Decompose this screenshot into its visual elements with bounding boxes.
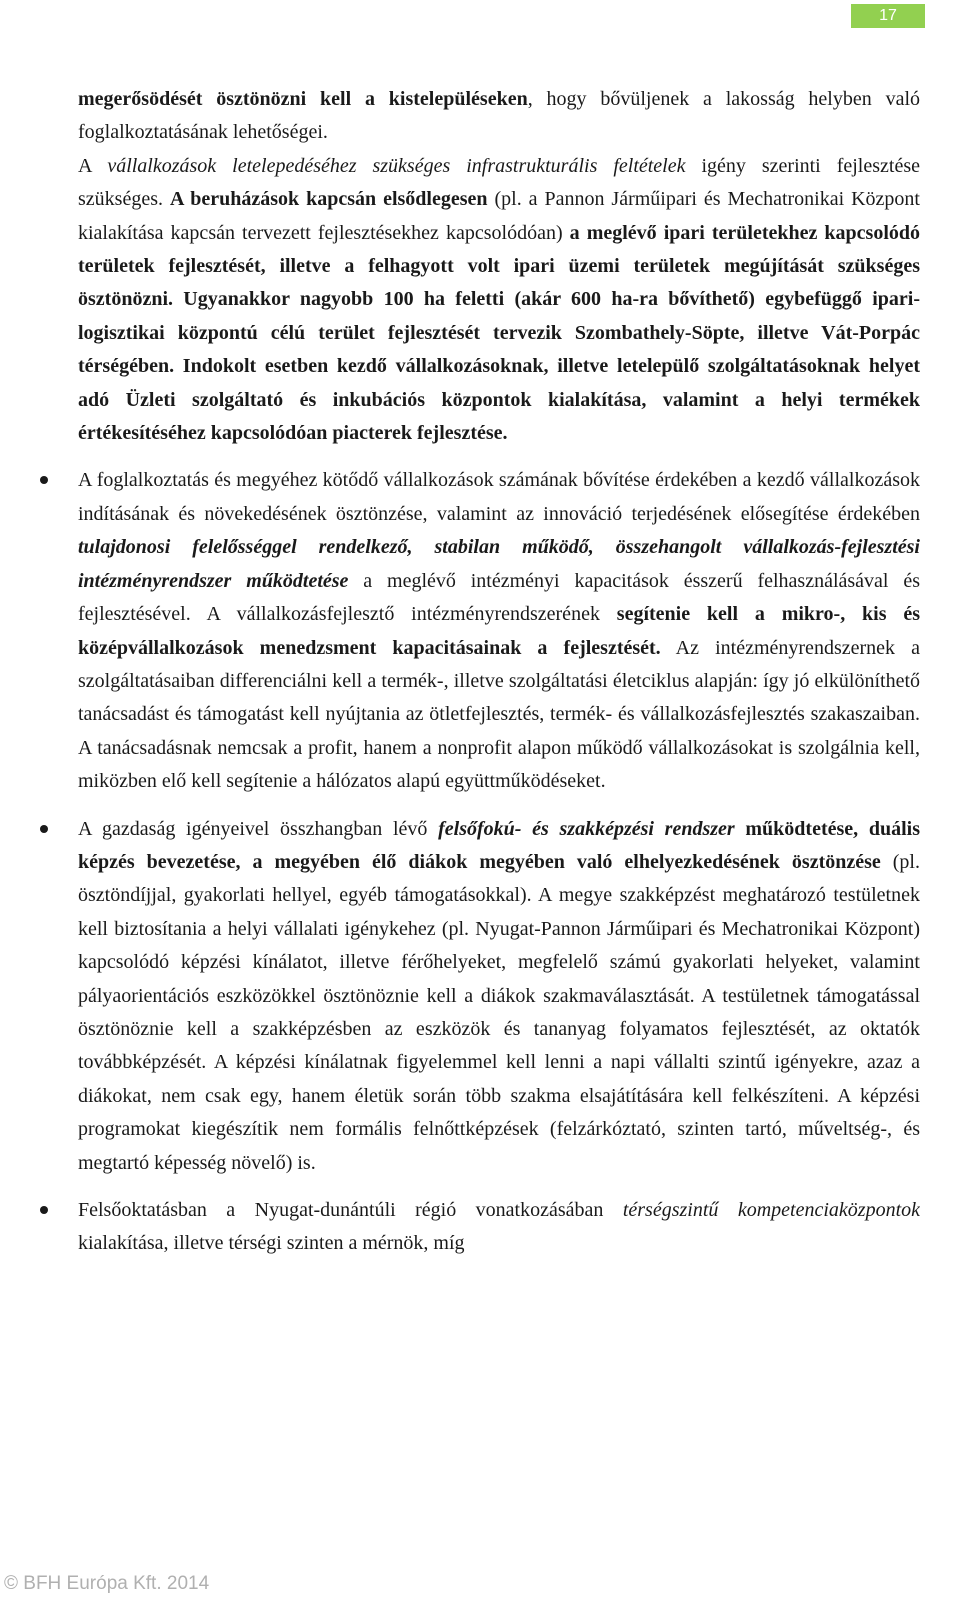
text: A: [78, 154, 108, 177]
bullet-icon: [40, 825, 48, 833]
bold-italic-text: tulajdonosi felelősséggel rendelkező, stabilan működő, összehangolt vállalkozás-fejlesztési intézményrendszer működtetése: [78, 536, 920, 592]
bold-text: a meglévő ipari területekhez kapcsolódó területek fejlesztését, illetve a felhagyott volt ipari üzemi területek megújítását szükséges ösztönözni. Ugyanakkor nagyobb 100 ha feletti (akár 600 ha-ra bővíthető) egybefüggő ipari-logisztikai központú célú terület fejlesztését tervezik Szombathely-Söpte, illetve Vát-Porpác térségében. Indokolt esetben kezdő vállalkozásoknak, illetve letelepülő szolgáltatásoknak helyet adó Üzleti szolgáltató és inkubációs központok kialakítása, valamint a helyi termékek értékesítéséhez kapcsolódóan piacterek fejlesztése.: [78, 221, 921, 445]
bold-text: A beruházások kapcsán elsődlegesen: [169, 188, 488, 211]
paragraph-2: [78, 150, 920, 451]
text: A gazdaság igényeivel összhangban lévő: [78, 817, 439, 840]
bullet-item-3: [78, 1194, 920, 1260]
bullet-icon: [40, 1206, 48, 1214]
bold-text: segítenie kell a mikro-, kis és középvállalkozások menedzsment kapacitásainak a fejlesztését.: [78, 603, 921, 659]
text: a meglévő intézményi kapacitások ésszerű felhasználásával és fejlesztésével. A vállalkozásfejlesztő intézményrendszerének: [78, 569, 921, 626]
text: A foglalkoztatás és megyéhez kötődő vállalkozások számának bővítése érdekében a kezdő vállalkozások indításának és növekedésének ösztönzése, valamint az innováció terjedésének elősegítése érdekében: [78, 469, 920, 525]
bullet-item-1: [78, 464, 920, 798]
footer-copyright: © BFH Európa Kft. 2014: [4, 1573, 210, 1594]
text: , hogy bővüljenek a lakosság helyben való foglalkoztatásának lehetőségei.: [78, 88, 920, 144]
bullet-item-2: [78, 813, 920, 1180]
bold-text: működtetése, duális képzés bevezetése, a megyében élő diákok megyében való elhelyezkedésének ösztönzése: [78, 817, 920, 873]
document-body: [78, 83, 920, 1260]
text: (pl. ösztöndíjjal, gyakorlati hellyel, egyéb támogatásokkal). A megye szakképzést meghatározó testületnek kell biztosítania a helyi vállalati igénykehez (pl. Nyugat-Pannon Járműipari és Mechatronikai Központ) kapcsolódó képzési kínálatot, illetve férőhelyeket, megfelelő számú gyakorlati helyeket, valamint pályaorientációs eszközökkel ösztönöznie kell a diákok szakmaválasztását. A testületnek támogatással ösztönöznie kell a szakképzésben az eszközök és tananyag folyamatos fejlesztését, az oktatók továbbképzését. A képzési kínálatnak figyelemmel kell lenni a napi vállalti szintű igényekre, azaz a diákokat, nem csak egy, hanem életük során több szakma elsajátítására kell felkészíteni. A képzési programokat kiegészítik nem formális felnőttképzések (felzárkóztató, szinten tartó, műveltség-, és megtartó képesség növelő) is.: [78, 850, 920, 1174]
bullet-icon: [40, 476, 48, 484]
page-number: 17: [851, 4, 925, 28]
bold-text: megerősödését ösztönözni kell a kistelepüléseken: [78, 88, 528, 110]
italic-text: térségszintű kompetenciaközpontok: [622, 1199, 920, 1221]
text: Az intézményrendszernek a szolgáltatásaiban differenciálni kell a termék-, illetve szolgáltatási életciklus alapján: így jó elkülöníthető tanácsadást és támogatást kell nyújtania az ötletfejlesztés, termék- és vállalkozásfejlesztés szakaszaiban. A tanácsadásnak nemcsak a profit, hanem a nonprofit alapon működő vállalkozásokat is szolgálnia kell, miközben elő kell segítenie a hálózatos alapú együttműködéseket.: [78, 636, 920, 793]
text: Felsőoktatásban a Nyugat-dunántúli régió vonatkozásában: [78, 1199, 623, 1221]
bullet-text-2: [78, 813, 920, 1180]
bullet-text-3: [78, 1194, 920, 1260]
paragraph-1: [78, 83, 920, 150]
italic-text: vállalkozások letelepedéséhez szükséges infrastrukturális feltételek: [107, 154, 686, 177]
bullet-text-1: [78, 464, 920, 798]
text: igény szerinti fejlesztése szükséges.: [78, 154, 920, 211]
bold-italic-text: felsőfokú- és szakképzési rendszer: [438, 817, 735, 840]
text: (pl. a Pannon Járműipari és Mechatronikai Központ kialakítása kapcsán tervezett fejlesztésekhez kapcsolódóan): [78, 188, 920, 244]
text: kialakítása, illetve térségi szinten a mérnök, míg: [78, 1232, 465, 1255]
